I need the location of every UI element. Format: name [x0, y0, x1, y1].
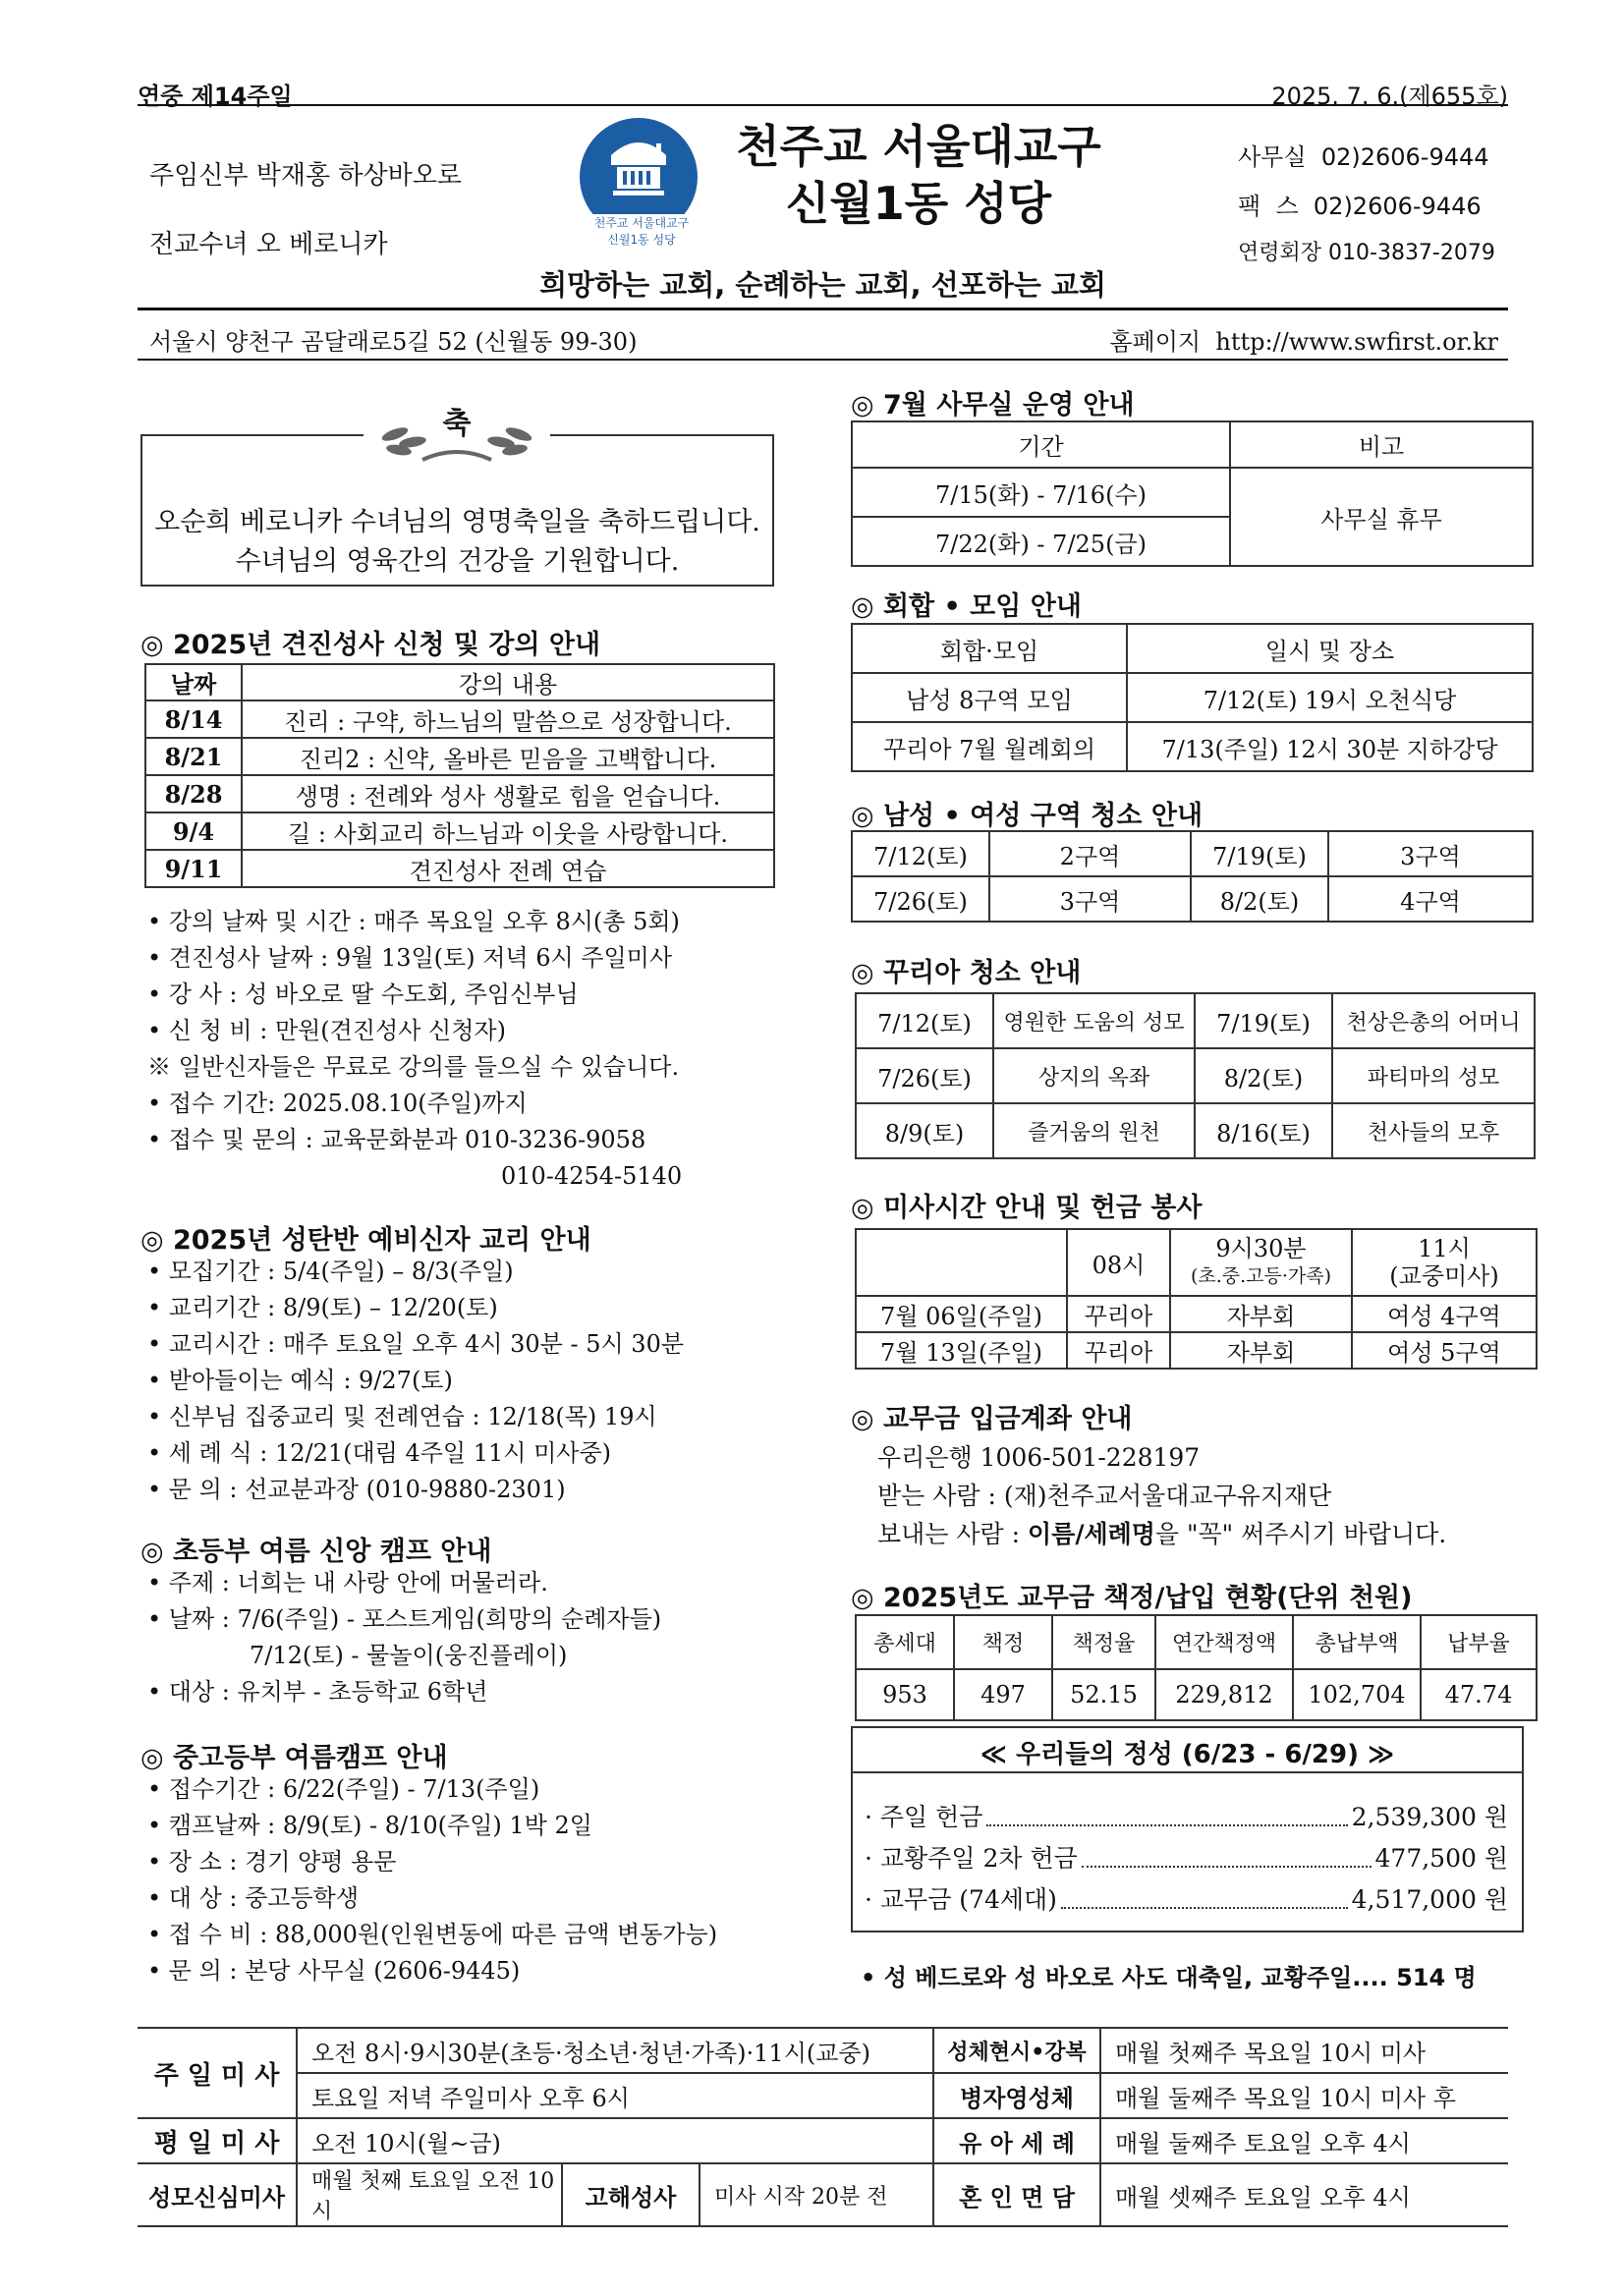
- dues-table: [855, 1614, 1538, 1721]
- issue-date: 2025. 7. 6.(제655호): [1271, 83, 1508, 110]
- header-cell: 책정: [954, 1615, 1052, 1669]
- adoration-time: 매월 첫째주 목요일 10시 미사: [1100, 2028, 1508, 2073]
- table-row: [145, 812, 774, 850]
- header-0930: [1170, 1229, 1352, 1296]
- list-item: • 접수기간 : 6/22(주일) - 7/13(주일): [147, 1775, 540, 1803]
- header-11-time: 11시: [1418, 1235, 1471, 1262]
- homepage-link[interactable]: http://www.swfirst.or.kr: [1215, 328, 1498, 356]
- confirmation-title: ◎ 2025년 견진성사 신청 및 강의 안내: [140, 630, 601, 660]
- meetings-title: ◎ 회합 • 모임 안내: [851, 591, 1082, 622]
- list-item: • 접 수 비 : 88,000원(인원변동에 따른 금액 변동가능): [147, 1921, 718, 1948]
- parish-title-line1: 천주교 서울대교구: [736, 120, 1101, 173]
- marian-mass-label: 성모신심미사: [138, 2163, 297, 2226]
- table-row: [852, 722, 1533, 771]
- homepage: [1109, 322, 1498, 357]
- table-header-row: [852, 624, 1533, 673]
- cleaning-group: 영원한 도움의 성모: [993, 993, 1195, 1048]
- header-time-place: 일시 및 장소: [1127, 624, 1533, 673]
- dues-title: ◎ 2025년도 교무금 책정/납입 현황(단위 천원): [851, 1583, 1413, 1613]
- table-row: [856, 1669, 1537, 1720]
- table-row: [145, 775, 774, 812]
- cleaning-date: 8/9(토): [856, 1103, 993, 1158]
- council-phone: 010-3837-2079: [1328, 241, 1495, 265]
- offering-item: [865, 1838, 1508, 1879]
- contact-fax: [1238, 189, 1482, 224]
- catechumen-list: [147, 1254, 684, 1508]
- table-row: [145, 850, 774, 887]
- infant-baptism-label: 유 아 세 례: [933, 2118, 1100, 2163]
- council-label: 연령회장: [1238, 241, 1322, 265]
- confirmation-notes: [147, 904, 682, 1195]
- dot-leader: [986, 1797, 1347, 1826]
- confirmation-table: [144, 663, 775, 888]
- note-cell: 사무실 휴무: [1230, 468, 1533, 566]
- address: 서울시 양천구 곰달래로5길 52 (신월동 99-30): [149, 328, 638, 356]
- list-item: • 문 의 : 본당 사무실 (2606-9445): [147, 1957, 521, 1985]
- sick-communion-label: 병자영성체: [933, 2073, 1100, 2118]
- fax-number: 02)2606-9446: [1313, 193, 1482, 220]
- sender-prefix: 보내는 사람 :: [877, 1520, 1029, 1548]
- sunday-mass-2: 토요일 저녁 주일미사 오후 6시: [297, 2073, 933, 2118]
- list-item: • 교리기간 : 8/9(토) – 12/20(토): [147, 1294, 498, 1321]
- mass-11: 여성 5구역: [1352, 1332, 1537, 1369]
- header-cell: 총세대: [856, 1615, 954, 1669]
- offering-label: · 교황주일 2차 헌금: [865, 1844, 1078, 1873]
- offering-list: [865, 1797, 1508, 1921]
- dues-value: 229,812: [1155, 1669, 1293, 1720]
- celebration-line1: 오순희 베로니카 수녀님의 영명축일을 축하드립니다.: [154, 507, 760, 537]
- period-cell: 7/22(화) - 7/25(금): [852, 517, 1230, 566]
- header-cell: 책정율: [1052, 1615, 1155, 1669]
- header-content: 강의 내용: [242, 664, 774, 700]
- mass-08: 꾸리아: [1067, 1296, 1170, 1332]
- lecture-date: 9/4: [145, 812, 242, 850]
- header-cell: 납부율: [1421, 1615, 1537, 1669]
- weekday-mass-time: 오전 10시(월~금): [297, 2118, 933, 2163]
- table-row: [852, 831, 1533, 876]
- dues-value: 47.74: [1421, 1669, 1537, 1720]
- marriage-time: 매월 셋째주 토요일 오후 4시: [1100, 2163, 1508, 2226]
- account-bank: 우리은행 1006-501-228197: [877, 1443, 1201, 1472]
- lecture-content: 길 : 사회교리 하느님과 이웃을 사랑합니다.: [242, 812, 774, 850]
- office-phone: 02)2606-9444: [1320, 143, 1489, 171]
- note-item: • 접수 및 문의 : 교육문화분과 010-3236-9058: [147, 1126, 646, 1153]
- parish-motto: 희망하는 교회, 순례하는 교회, 선포하는 교회: [539, 268, 1106, 302]
- note-phone2: 010-4254-5140: [501, 1162, 683, 1190]
- note-item: • 강 사 : 성 바오로 딸 수도회, 주임신부님: [147, 980, 579, 1008]
- table-row: [856, 1103, 1535, 1158]
- mass-date: 7월 06일(주일): [856, 1296, 1067, 1332]
- sender-bold: 이름/세례명: [1028, 1520, 1155, 1548]
- fax-label: 팩 스: [1238, 193, 1299, 220]
- cleaning-group: 2구역: [989, 831, 1191, 876]
- list-item: • 교리시간 : 매주 토요일 오후 4시 30분 - 5시 30분: [147, 1330, 685, 1358]
- table-row: [138, 2028, 1508, 2073]
- account-info: [877, 1438, 1446, 1553]
- table-row: [856, 993, 1535, 1048]
- list-item: • 날짜 : 7/6(주일) - 포스트게임(희망의 순례자들): [147, 1605, 662, 1633]
- cleaning-date: 7/26(토): [852, 876, 989, 922]
- logo-caption: 천주교 서울대교구 신월1동 성당: [588, 214, 696, 248]
- mass-0930: 자부회: [1170, 1296, 1352, 1332]
- catechumen-title: ◎ 2025년 성탄반 예비신자 교리 안내: [140, 1225, 591, 1256]
- note-item: • 견진성사 날짜 : 9월 13일(토) 저녁 6시 주일미사: [147, 944, 673, 972]
- celebration-badge: [364, 393, 550, 467]
- lecture-date: 8/28: [145, 775, 242, 812]
- cleaning-date: 7/19(토): [1191, 831, 1328, 876]
- table-header-row: [145, 664, 774, 700]
- header-08: 08시: [1067, 1229, 1170, 1296]
- list-item: • 모집기간 : 5/4(주일) – 8/3(주일): [147, 1258, 514, 1285]
- account-sender: [877, 1515, 1446, 1553]
- note-item: • 신 청 비 : 만원(견진성사 신청자): [147, 1017, 506, 1044]
- offering-amount: 4,517,000 원: [1351, 1885, 1508, 1914]
- header-cell: 총납부액: [1293, 1615, 1421, 1669]
- celebration-message: [142, 503, 772, 582]
- list-item: • 캠프날짜 : 8/9(토) - 8/10(주일) 1박 2일: [147, 1812, 592, 1839]
- curia-cleaning-table: [855, 992, 1536, 1159]
- header-cell: 연간책정액: [1155, 1615, 1293, 1669]
- offering-label: · 주일 헌금: [865, 1803, 983, 1831]
- list-item: • 신부님 집중교리 및 전례연습 : 12/18(목) 19시: [147, 1403, 657, 1430]
- cleaning-date: 8/2(토): [1191, 876, 1328, 922]
- offering-label: · 교무금 (74세대): [865, 1885, 1057, 1914]
- mass-date: 7월 13일(주일): [856, 1332, 1067, 1369]
- marriage-label: 혼 인 면 담: [933, 2163, 1100, 2226]
- dot-leader: [1061, 1879, 1348, 1909]
- header-meeting: 회합·모임: [852, 624, 1127, 673]
- meeting-name: 남성 8구역 모임: [852, 673, 1127, 722]
- lecture-content: 진리 : 구약, 하느님의 말씀으로 성장합니다.: [242, 700, 774, 738]
- parish-title-line2: 신월1동 성당: [785, 177, 1052, 230]
- parish-title: [727, 118, 1110, 232]
- list-item: • 문 의 : 선교분과장 (010-9880-2301): [147, 1476, 566, 1503]
- cleaning-date: 8/16(토): [1195, 1103, 1332, 1158]
- table-row: [852, 673, 1533, 722]
- table-row: [856, 1332, 1537, 1369]
- offering-box: [851, 1726, 1524, 1932]
- cleaning-group: 3구역: [1328, 831, 1533, 876]
- meetings-table: [851, 623, 1534, 772]
- address-bar: [138, 308, 1508, 361]
- offering-item: [865, 1797, 1508, 1838]
- youth-camp-title: ◎ 중고등부 여름캠프 안내: [140, 1743, 448, 1773]
- cleaning-group: 천상은총의 어머니: [1332, 993, 1535, 1048]
- header-date: 날짜: [145, 664, 242, 700]
- dot-leader: [1082, 1838, 1372, 1868]
- elementary-camp-list: [147, 1565, 661, 1710]
- cleaning-group: 3구역: [989, 876, 1191, 922]
- office-label: 사무실: [1238, 143, 1307, 171]
- table-header-row: [856, 1229, 1537, 1296]
- list-item: • 대 상 : 중고등학생: [147, 1884, 360, 1912]
- marian-mass-time: 매월 첫째 토요일 오전 10시: [297, 2163, 562, 2226]
- table-row: [852, 876, 1533, 922]
- table-header-row: [856, 1615, 1537, 1669]
- cleaning-group: 파티마의 성모: [1332, 1048, 1535, 1103]
- meeting-name: 꾸리아 7월 월례회의: [852, 722, 1127, 771]
- office-table: [851, 420, 1534, 567]
- district-cleaning-table: [851, 830, 1534, 923]
- list-item: • 장 소 : 경기 양평 용문: [147, 1848, 397, 1876]
- offering-footnote: • 성 베드로와 성 바오로 사도 대축일, 교황주일.... 514 명: [861, 1964, 1477, 1991]
- offering-amount: 477,500 원: [1374, 1844, 1508, 1873]
- mass-08: 꾸리아: [1067, 1332, 1170, 1369]
- table-row: [145, 700, 774, 738]
- note-item: • 접수 기간: 2025.08.10(주일)까지: [147, 1090, 528, 1117]
- dues-value: 52.15: [1052, 1669, 1155, 1720]
- priest-name: 주임신부 박재홍 하상바오로: [149, 161, 462, 191]
- account-title: ◎ 교무금 입금계좌 안내: [851, 1404, 1133, 1434]
- cleaning-date: 7/19(토): [1195, 993, 1332, 1048]
- list-item: • 세 례 식 : 12/21(대림 4주일 11시 미사중): [147, 1439, 611, 1467]
- youth-camp-list: [147, 1771, 717, 1989]
- table-header-row: [852, 421, 1533, 468]
- meeting-time-place: 7/13(주일) 12시 30분 지하강당: [1127, 722, 1533, 771]
- mass-0930: 자부회: [1170, 1332, 1352, 1369]
- mass-service-table: [855, 1228, 1538, 1370]
- sick-communion-time: 매월 둘째주 목요일 10시 미사 후: [1100, 2073, 1508, 2118]
- dues-value: 953: [856, 1669, 954, 1720]
- header-0930-time: 9시30분: [1215, 1235, 1307, 1262]
- table-row: [138, 2163, 1508, 2226]
- note-item: • 강의 날짜 및 시간 : 매주 목요일 오후 8시(총 5회): [147, 908, 680, 935]
- note-item: ※ 일반신자들은 무료로 강의를 들으실 수 있습니다.: [147, 1053, 680, 1081]
- list-item: • 받아들이는 예식 : 9/27(토): [147, 1367, 453, 1394]
- celebration-line2: 수녀님의 영육간의 건강을 기원합니다.: [235, 546, 680, 577]
- header-period: 기간: [852, 421, 1230, 468]
- account-receiver: 받는 사람 : (재)천주교서울대교구유지재단: [877, 1482, 1332, 1510]
- cleaning-date: 7/12(토): [856, 993, 993, 1048]
- lecture-date: 9/11: [145, 850, 242, 887]
- header-11: [1352, 1229, 1537, 1296]
- table-row: [856, 1048, 1535, 1103]
- sunday-mass-1: 오전 8시·9시30분(초등·청소년·청년·가족)·11시(교중): [297, 2028, 933, 2073]
- list-item: 7/12(토) - 물놀이(웅진플레이): [250, 1642, 568, 1669]
- table-row: [145, 738, 774, 775]
- dues-value: 102,704: [1293, 1669, 1421, 1720]
- curia-cleaning-title: ◎ 꾸리아 청소 안내: [851, 958, 1082, 988]
- cleaning-group: 천사들의 모후: [1332, 1103, 1535, 1158]
- table-row: [856, 1296, 1537, 1332]
- offering-title: ≪ 우리들의 정성 (6/23 - 6/29) ≫: [853, 1734, 1522, 1773]
- adoration-label: 성체현시•강복: [933, 2028, 1100, 2073]
- weekday-mass-label: 평 일 미 사: [138, 2118, 297, 2163]
- cleaning-date: 7/26(토): [856, 1048, 993, 1103]
- list-item: • 대상 : 유치부 - 초등학교 6학년: [147, 1678, 488, 1706]
- lecture-content: 생명 : 전례와 성사 생활로 힘을 얻습니다.: [242, 775, 774, 812]
- list-item: • 주제 : 너희는 내 사랑 안에 머물러라.: [147, 1569, 548, 1596]
- elementary-camp-title: ◎ 초등부 여름 신앙 캠프 안내: [140, 1537, 492, 1567]
- confession-label: 고해성사: [562, 2163, 700, 2226]
- infant-baptism-time: 매월 둘째주 토요일 오후 4시: [1100, 2118, 1508, 2163]
- top-bar: [138, 77, 1508, 110]
- offering-item: [865, 1879, 1508, 1921]
- period-cell: 7/15(화) - 7/16(수): [852, 468, 1230, 517]
- offering-amount: 2,539,300 원: [1351, 1803, 1508, 1831]
- schedule-table: [138, 2027, 1508, 2227]
- sunday-mass-label: 주 일 미 사: [138, 2028, 297, 2118]
- cleaning-date: 8/2(토): [1195, 1048, 1332, 1103]
- table-row: [138, 2073, 1508, 2118]
- cleaning-group: 4구역: [1328, 876, 1533, 922]
- sister-name: 전교수녀 오 베로니카: [149, 230, 388, 259]
- header-11-sub: (교중미사): [1389, 1262, 1499, 1290]
- confession-time: 미사 시작 20분 전: [700, 2163, 933, 2226]
- sender-suffix: 을 "꼭" 써주시기 바랍니다.: [1154, 1520, 1447, 1548]
- mass-11: 여성 4구역: [1352, 1296, 1537, 1332]
- office-title: ◎ 7월 사무실 운영 안내: [851, 390, 1135, 420]
- dues-value: 497: [954, 1669, 1052, 1720]
- header-empty: [856, 1229, 1067, 1296]
- mass-service-title: ◎ 미사시간 안내 및 헌금 봉사: [851, 1193, 1203, 1223]
- cleaning-group: 즐거움의 원천: [993, 1103, 1195, 1158]
- table-row: [852, 468, 1533, 517]
- meeting-time-place: 7/12(토) 19시 오천식당: [1127, 673, 1533, 722]
- contact-office: [1238, 140, 1489, 175]
- table-row: [138, 2118, 1508, 2163]
- district-cleaning-title: ◎ 남성 • 여성 구역 청소 안내: [851, 801, 1204, 831]
- lecture-date: 8/14: [145, 700, 242, 738]
- cleaning-date: 7/12(토): [852, 831, 989, 876]
- homepage-label: 홈페이지: [1109, 328, 1202, 356]
- lecture-content: 견진성사 전례 연습: [242, 850, 774, 887]
- header-note: 비고: [1230, 421, 1533, 468]
- lecture-content: 진리2 : 신약, 올바른 믿음을 고백합니다.: [242, 738, 774, 775]
- lecture-date: 8/21: [145, 738, 242, 775]
- cleaning-group: 상지의 옥좌: [993, 1048, 1195, 1103]
- header-0930-sub: (초.중.고등·가족): [1190, 1265, 1332, 1287]
- season-label: 연중 제14주일: [138, 83, 293, 110]
- celebration-badge-text: 축: [442, 407, 472, 441]
